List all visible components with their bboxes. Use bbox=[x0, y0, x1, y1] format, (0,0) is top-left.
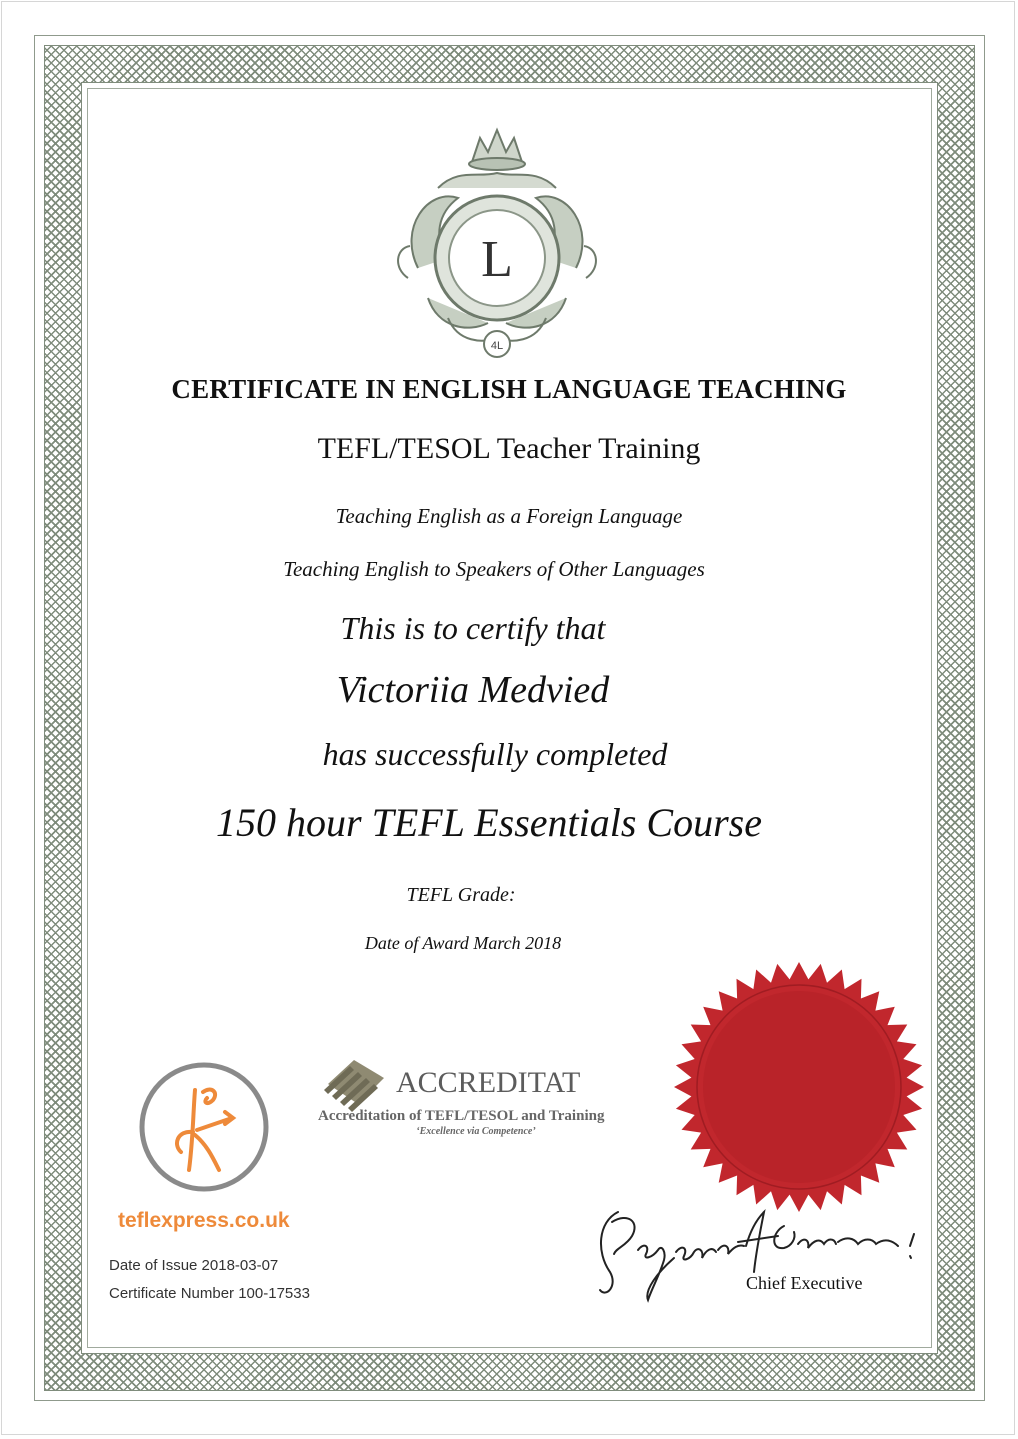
tefl-expansion: Teaching English as a Foreign Language bbox=[335, 504, 683, 528]
recipient-name: Victoriia Medvied bbox=[336, 669, 610, 711]
completed-line: has successfully completed bbox=[322, 736, 668, 772]
accreditat-tagline: Accreditation of TEFL/TESOL and Training bbox=[318, 1108, 605, 1124]
red-seal bbox=[672, 960, 926, 1214]
date-of-issue: Date of Issue 2018-03-07 bbox=[109, 1257, 279, 1274]
certificate-title: CERTIFICATE IN ENGLISH LANGUAGE TEACHING bbox=[171, 374, 847, 404]
tesol-expansion: Teaching English to Speakers of Other Languages bbox=[283, 557, 705, 581]
teflexpress-logo bbox=[137, 1060, 271, 1194]
emblem-small-mark: 4L bbox=[490, 340, 504, 352]
grade-label: TEFL Grade: bbox=[406, 884, 516, 906]
course-name: 150 hour TEFL Essentials Course bbox=[216, 800, 762, 845]
crest-emblem bbox=[388, 118, 606, 366]
certificate-number: Certificate Number 100-17533 bbox=[109, 1285, 310, 1302]
accreditat-motto: ‘Excellence via Competence’ bbox=[416, 1126, 536, 1137]
accreditat-logo bbox=[310, 1056, 640, 1146]
signatory-role: Chief Executive bbox=[746, 1273, 863, 1293]
accreditat-name: ACCREDITAT bbox=[396, 1066, 581, 1099]
emblem-letter: L bbox=[481, 231, 513, 288]
certificate-subtitle: TEFL/TESOL Teacher Training bbox=[317, 432, 701, 465]
certify-line: This is to certify that bbox=[340, 610, 606, 646]
award-date: Date of Award March 2018 bbox=[364, 933, 562, 953]
provider-website: teflexpress.co.uk bbox=[118, 1209, 290, 1232]
